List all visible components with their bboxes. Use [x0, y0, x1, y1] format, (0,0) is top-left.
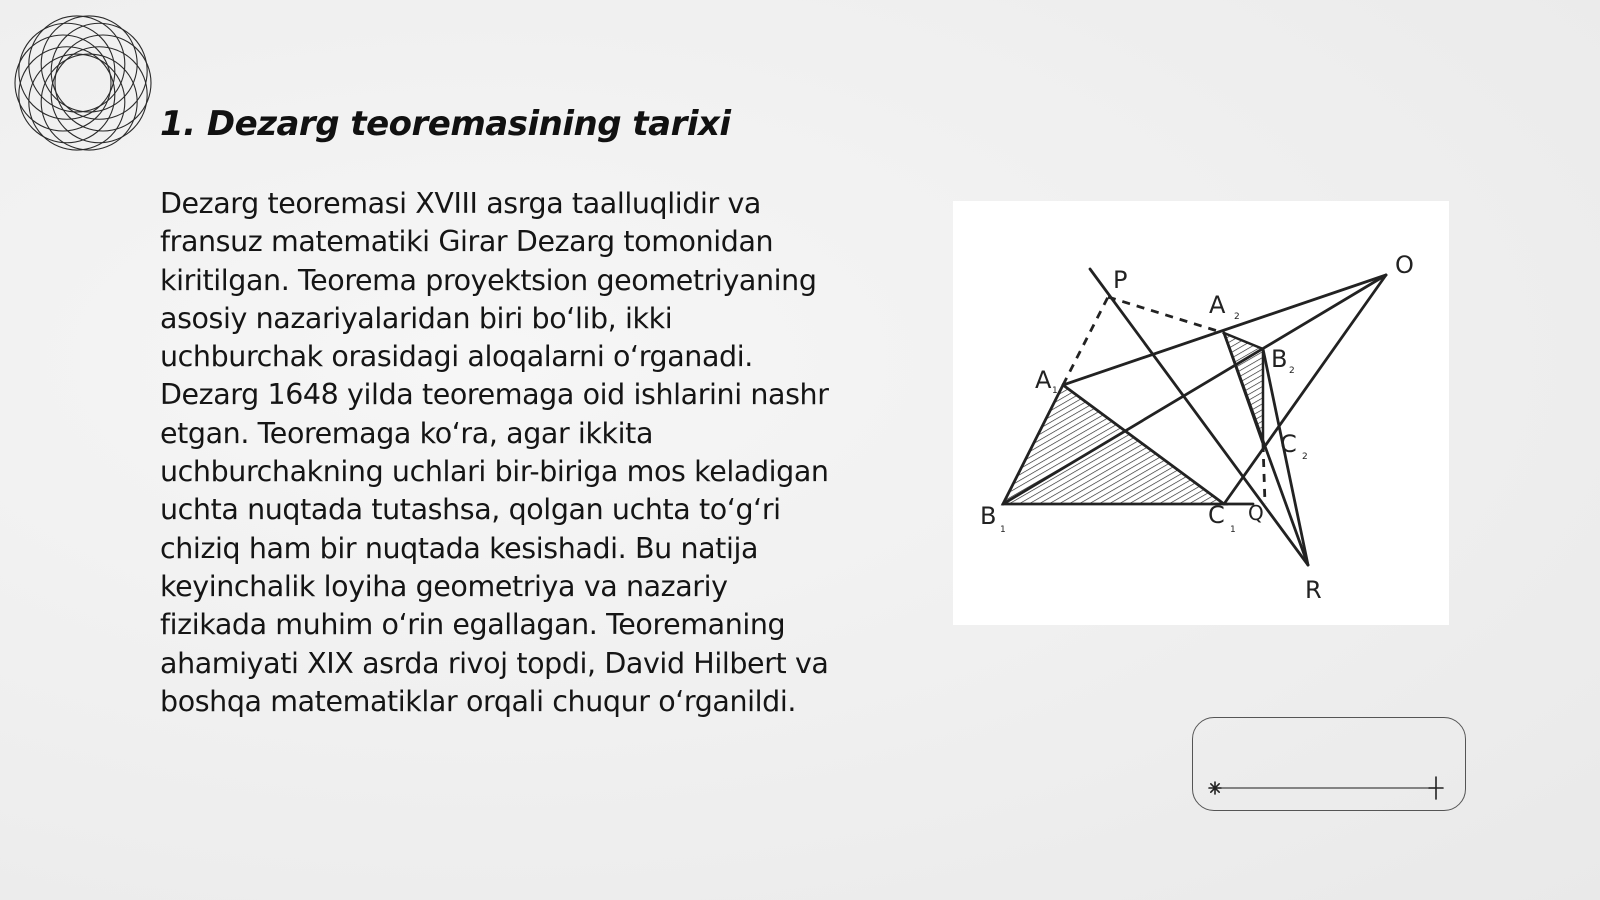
spirograph-ring [19, 23, 115, 119]
label-b2-sub: 2 [1289, 366, 1295, 376]
label-b1: B [980, 502, 997, 530]
spirograph-ornament [10, 10, 156, 156]
label-b2: B [1271, 345, 1288, 373]
sparkle-icon [1209, 782, 1221, 794]
label-c1: C [1208, 501, 1225, 529]
slide-title: 1. Dezarg teoremasining tarixi [160, 104, 731, 144]
label-a1: A [1035, 366, 1052, 394]
label-q: Q [1248, 501, 1264, 525]
triangle-a1b1c1 [1003, 385, 1224, 504]
spirograph-ring [51, 23, 147, 119]
label-a2-sub: 2 [1234, 312, 1240, 322]
decorative-frame [1192, 717, 1466, 811]
label-p: P [1113, 266, 1128, 294]
spirograph-ring [15, 35, 111, 131]
label-c2-sub: 2 [1302, 452, 1308, 462]
spirograph-ring [51, 47, 147, 143]
label-c1-sub: 1 [1230, 525, 1236, 535]
label-c2: C [1280, 430, 1297, 458]
label-a1-sub: 1 [1052, 386, 1058, 396]
label-a2: A [1209, 291, 1226, 319]
spirograph-ring [19, 47, 115, 143]
desargues-diagram [953, 201, 1449, 625]
spirograph-ring [29, 16, 125, 112]
spirograph-ring [41, 16, 137, 112]
spirograph-ring [41, 54, 137, 150]
line-c2-q-dashed [1263, 444, 1265, 504]
spirograph-ring [55, 35, 151, 131]
spirograph-ring [29, 54, 125, 150]
label-r: R [1305, 576, 1322, 604]
cross-marker-icon [1429, 777, 1443, 799]
label-b1-sub: 1 [1000, 525, 1006, 535]
label-o: O [1395, 251, 1414, 279]
slide-body-text: Dezarg teoremasi XVIII asrga taalluqlidir va fransuz matematiki Girar Dezarg tomonidan kiritilgan. Teorema proyektsion geometriyaning asosiy nazariyalaridan biri bo‘lib, ikki uchburchak orasidagi aloqalarni o‘rganadi. Dezarg 1648 yilda teoremaga oid ishlarini nashr etgan. Teoremaga ko‘ra, agar ikkita uchburchakning uchlari bir-biriga mos keladigan uchta nuqtada tutashsa, qolgan uchta to‘g‘ri chiziq ham bir nuqtada kesishadi. Bu natija keyinchalik loyiha geometriya va nazariy fizikada muhim o‘rin egallagan. Teoremaning ahamiyati XIX asrda rivoj topdi, David Hilbert va boshqa matematiklar orqali chuqur o‘rganildi. [160, 187, 829, 718]
